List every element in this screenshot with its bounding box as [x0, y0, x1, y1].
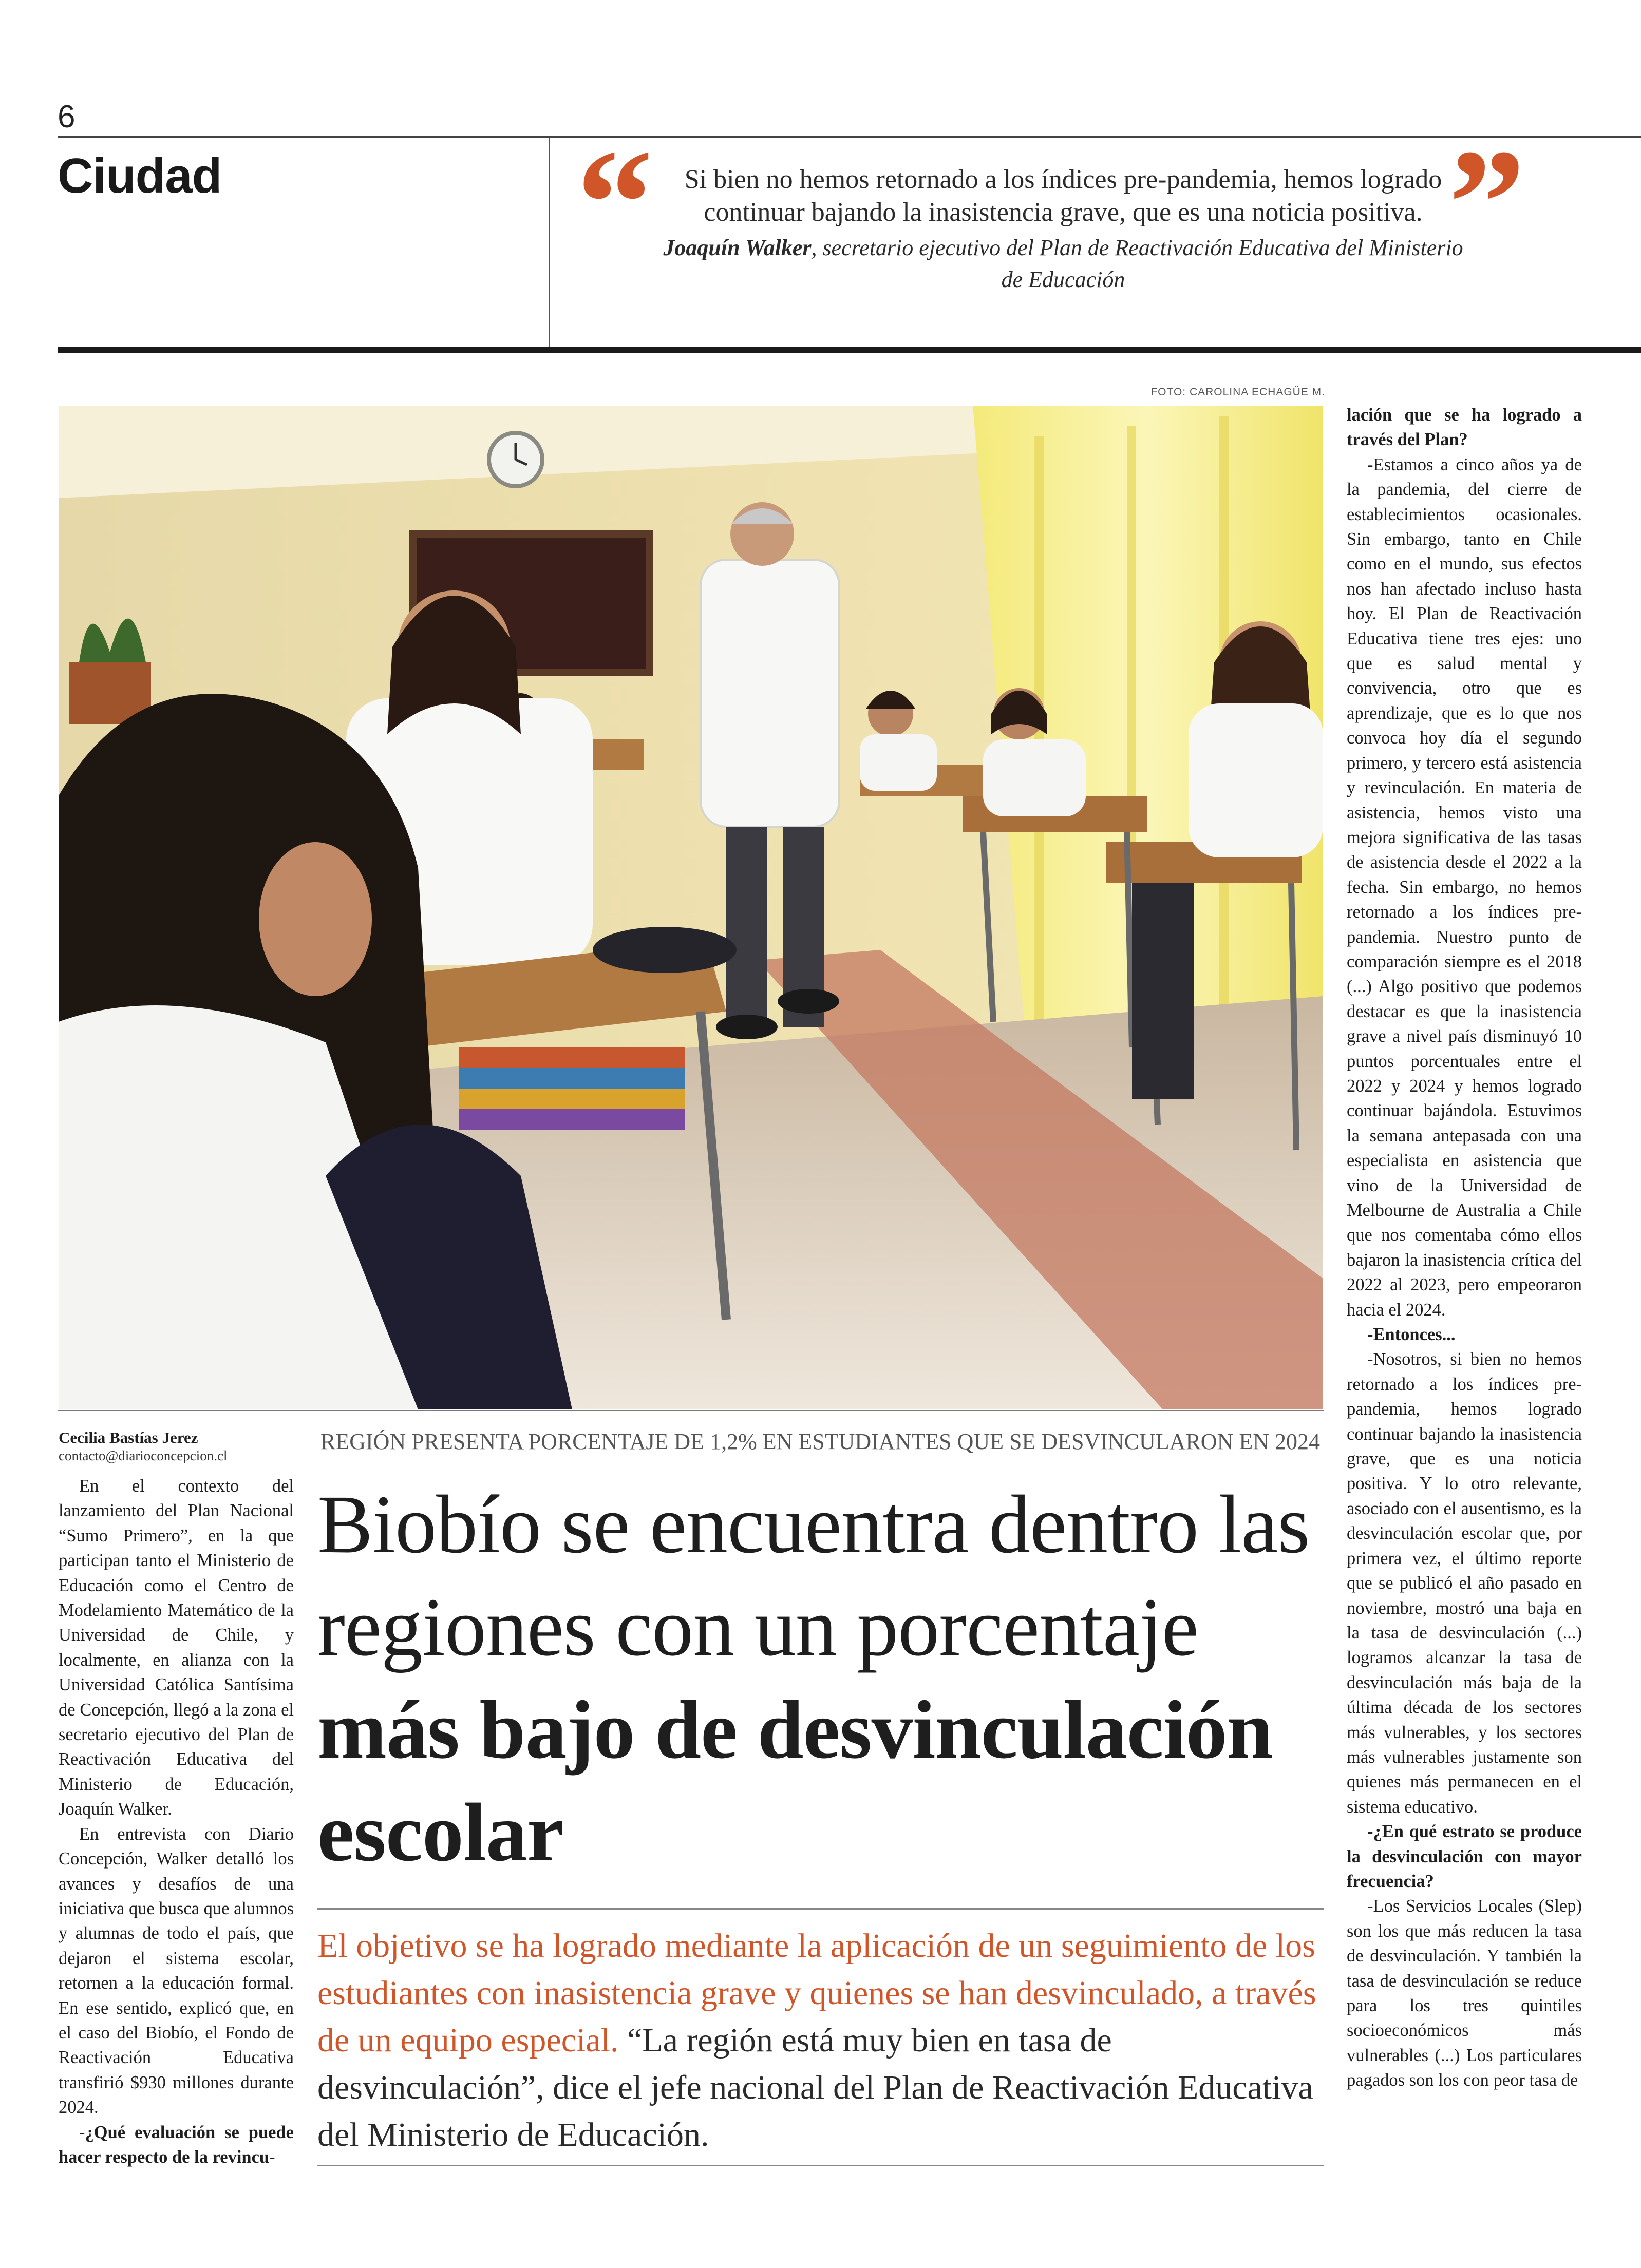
interview-question: -¿En qué estrato se produce la desvinculación con mayor frecuencia?	[1347, 1822, 1582, 1891]
pencil-case	[593, 927, 737, 973]
classroom-photo	[59, 406, 1323, 1409]
pull-quote-attribution	[663, 232, 1464, 296]
interview-answer: -Estamos a cinco años ya de la pandemia, del cierre de establecimientos ocasionales. Sin embargo, tanto en Chile como en el mundo, sus efectos nos han afectado incluso hasta hoy. El Plan de Reactivación Educativa tiene tres ejes: uno que es salud mental y convivencia, otro que es aprendizaje, que es lo que nos convoca hoy día el segundo primero, y tercero está asistencia y revinculación. En materia de asistencia, hemos visto una mejora significativa de las tasas de asistencia desde el 2022 a la fecha. Sin embargo, no hemos retornado a los índices pre-pandemia. Nuestro punto de comparación siempre es el 2018 (...) Algo positivo que podemos destacar es que la inasistencia grave a nivel país disminuyó 10 puntos porcentuales entre el 2022 y 2024 y hemos logrado continuar bajándola. Estuvimos la semana antepasada con una especialista en asistencia que vino de la Universidad de Melbourne de Australia a Chile que nos comentaba cómo ellos bajaron la inasistencia crítica del 2022 al 2023, pero empeoraron hacia el 2024.	[1347, 454, 1582, 1320]
section-label: Ciudad	[58, 148, 222, 203]
deck-rest: “La región está muy bien en tasa de desvinculación”, dice el jefe nacional del Plan de Reactivación Educativa del Ministerio de Educación.	[317, 2022, 1313, 2153]
interview-question: -Entonces...	[1367, 1325, 1456, 1345]
teacher-coat	[701, 560, 839, 827]
interview-question: lación que se ha logrado a través del Plan?	[1347, 405, 1582, 450]
quote-divider	[549, 138, 550, 349]
close-quote-icon: ”	[1448, 118, 1525, 288]
quote-author-name: Joaquín Walker	[663, 235, 812, 260]
page-number: 6	[58, 99, 76, 135]
right-column	[1347, 403, 1582, 2093]
headline-regular: Biobío se encuentra dentro las regiones con un porcentaje	[317, 1479, 1310, 1673]
byline-email[interactable]: contacto@diarioconcepcion.cl	[59, 1448, 228, 1463]
headline-rule	[317, 1908, 1324, 1910]
teacher-leg	[726, 827, 767, 1027]
book	[459, 1089, 685, 1109]
header-bottom-rule	[58, 347, 1641, 353]
body-paragraph: En entrevista con Diario Concepción, Walker detalló los avances y desafíos de una iniciativa que busca que alumnos y alumnas de todo el país, que dejaron el sistema escolar, retornen a la educación formal. En ese sentido, explicó que, en el caso del Biobío, el Fondo de Reactivación Educativa transfirió $930 millones durante 2024.	[59, 1824, 294, 2118]
classroom-illustration	[59, 406, 1323, 1409]
body-paragraph: En el contexto del lanzamiento del Plan Nacional “Sumo Primero”, en la que participan tanto el Ministerio de Educación como el Centro de Modelamiento Matemático de la Universidad de Chile, y localmente, en alianza con la Universidad Católica Santísima de Concepción, llegó a la zona el secretario ejecutivo del Plan de Reactivación Educativa del Ministerio de Educación, Joaquín Walker.	[59, 1476, 294, 1819]
book	[459, 1109, 685, 1130]
article-kicker: REGIÓN PRESENTA PORCENTAJE DE 1,2% EN ESTUDIANTES QUE SE DESVINCULARON EN 2024	[320, 1429, 1321, 1454]
byline-name: Cecilia Bastías Jerez	[59, 1428, 198, 1446]
headline-bold: más bajo de desvinculación escolar	[317, 1684, 1273, 1879]
deck-rule	[317, 2165, 1324, 2166]
photo-credit: FOTO: CAROLINA ECHAGÜE M.	[1150, 386, 1325, 398]
book	[459, 1047, 685, 1068]
left-column	[59, 1474, 294, 2169]
article-deck	[317, 1922, 1324, 2159]
interview-answer: -Nosotros, si bien no hemos retornado a los índices pre-pandemia, hemos logrado continuar bajando la inasistencia grave, que es una noticia positiva. Y lo otro relevante, asociado con el ausentismo, es la desvinculación escolar que, por primera vez, el último reporte que se publicó el año pasado en noviembre, mostró una baja en la tasa de desvinculación (...) logramos alcanzar la tasa de desvinculación más baja de la última década de los sectores más vulnerables, y los sectores más vulnerables justamente son quienes más permanecen en el sistema educativo.	[1347, 1349, 1582, 1817]
book	[459, 1068, 685, 1089]
deck-accent: El objetivo se ha logrado mediante la aplicación de un seguimiento de los estudiantes con inasistencia grave y quienes se han desvinculado, a través de un equipo especial.	[317, 1927, 1316, 2059]
top-rule	[58, 136, 1641, 138]
interview-question: -¿Qué evaluación se puede hacer respecto de la revincu-	[59, 2122, 294, 2167]
quote-author-role: , secretario ejecutivo del Plan de Reactivación Educativa del Ministerio de Educación	[811, 235, 1463, 292]
pull-quote-text: Si bien no hemos retornado a los índices pre-pandemia, hemos logrado continuar bajando la inasistencia grave, que es una noticia positiva.	[684, 165, 1442, 227]
student-coat	[1189, 703, 1323, 857]
interview-answer: -Los Servicios Locales (Slep) son los que más reducen la tasa de desvinculación. Y también la tasa de desvinculación se reduce para los tres quintiles socioeconómicos más vulnerables (...) Los particulares pagados son los con peor tasa de	[1347, 1896, 1582, 2090]
photo-bottom-rule	[58, 1410, 1324, 1411]
student-cheek	[259, 842, 372, 996]
open-quote-icon: “	[576, 118, 653, 288]
article-headline	[317, 1474, 1324, 1884]
